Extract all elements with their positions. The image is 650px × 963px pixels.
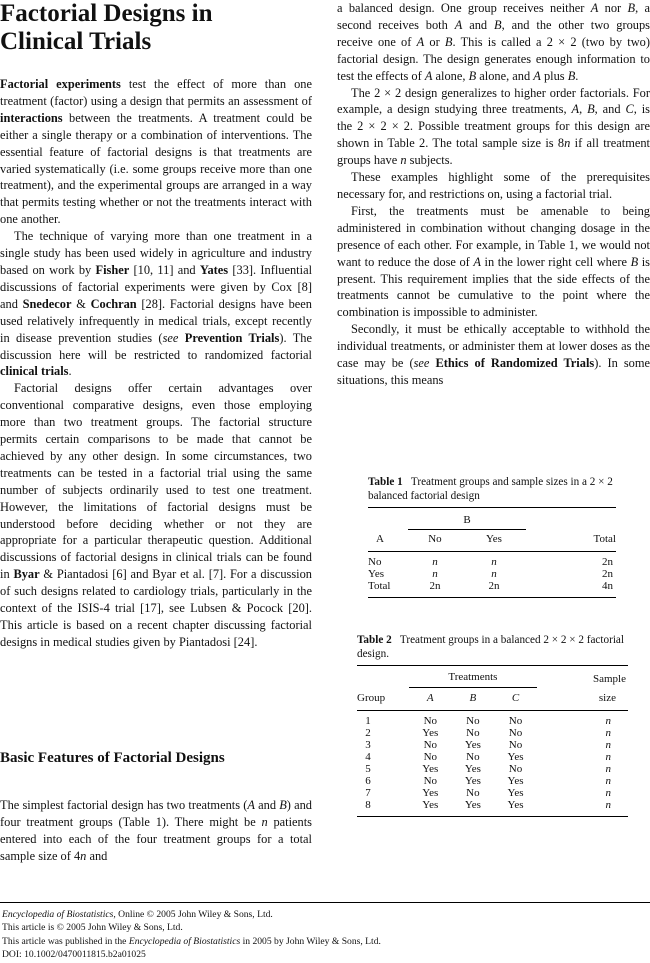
table-header: size (598, 691, 616, 704)
table-row: 1 No No No n (365, 715, 611, 727)
table-header: Total (593, 532, 616, 545)
paragraph: The technique of varying more than one treatment in a single study has been used widely in agriculture and industry based on work by Fisher [10, 11] and Yates [33]. Influential discussions of factorial experiments were given by Cox [8] and Snedecor & Cochran [28]. Factorial designs have been used relatively infrequently in medical trials, except recently in disease prevention studies (see Prevention Trials). The discussion here will be restricted to randomized factorial clinical trials. (0, 229, 313, 379)
paragraph: These examples highlight some of the prerequisites necessary for, and restrictions on, using a factorial trial. (337, 170, 650, 201)
doi[interactable]: DOI: 10.1002/0470011815.b2a01025 (2, 948, 146, 960)
footer-line: This article was published in the Encyclopedia of Biostatistics in 2005 by John Wiley & Sons, Ltd. (2, 935, 381, 947)
footer-line: This article is © 2005 John Wiley & Sons, Ltd. (2, 922, 183, 934)
table-row: 5 Yes Yes No n (365, 763, 611, 775)
paragraph: The simplest factorial design has two treatments (A and B) and four treatment groups (Table 1). There might be n patients entered into each of the four treatment groups for a total sample size of 4n and (0, 798, 313, 863)
table-header: Group (357, 691, 386, 704)
table-header: Yes (485, 533, 502, 545)
table-header: No (428, 533, 442, 545)
table-row: 8 Yes Yes Yes n (365, 799, 611, 811)
term-link[interactable]: Yates (199, 262, 229, 277)
table-row: 2 Yes No No n (365, 727, 611, 739)
term-link[interactable]: Cochran (90, 296, 137, 311)
table-1 (368, 475, 616, 598)
term-link[interactable]: clinical trials (0, 364, 69, 379)
paragraph: First, the treatments must be amenable to being administered in combination without changing dosage in the presence of each other. For example, in Table 1, we would not want to reduce the dose of A in the lower right cell where B is present. This requirement implies that the side effects of the treatments cannot be cumulative to the point where the combination is impossible to administer. (337, 203, 650, 320)
table-header: C (511, 692, 520, 704)
term-link[interactable]: Byar (13, 567, 40, 582)
table-2-grid (357, 665, 628, 817)
table-header: Sample (593, 673, 626, 686)
term-link[interactable]: Ethics of Randomized Trials (435, 356, 595, 371)
term-link[interactable]: Prevention Trials (184, 330, 280, 345)
article-title: Factorial Designs in Clinical Trials (0, 0, 213, 55)
table-header: B (469, 692, 477, 704)
table-row: 3 No Yes No n (365, 739, 611, 751)
table-2 (357, 633, 628, 817)
footer-line: Encyclopedia of Biostatistics, Online © 2005 John Wiley & Sons, Ltd. (2, 909, 273, 920)
term-link[interactable]: Snedecor (22, 296, 72, 311)
table-row: Total 2n 2n 4n (368, 580, 613, 592)
table-header: Treatments (409, 671, 537, 688)
paragraph: a balanced design. One group receives neither A nor B, a second receives both A and B, and the other two groups receive one of A or B. This is called a 2 × 2 (two by two) factorial design. The design generates enough information to test the effects of A alone, B alone, and A plus B. (337, 1, 650, 83)
term-link[interactable]: Factorial experiments (0, 77, 121, 91)
table-row: 7 Yes No Yes n (365, 787, 611, 799)
intro-text (0, 76, 312, 651)
section-text (0, 797, 312, 865)
table-row: 6 No Yes Yes n (365, 775, 611, 787)
paragraph: Secondly, it must be ethically acceptable to withhold the individual treatments, or administer them at lower doses as the case may be (see Ethics of Randomized Trials). In some situations, this means (337, 322, 650, 387)
right-text (337, 0, 650, 389)
table-2-body (357, 715, 628, 817)
term-link[interactable]: Fisher (95, 262, 130, 277)
table-header: B (408, 514, 526, 530)
table-1-grid (368, 507, 616, 598)
table-row: Yes n n 2n (368, 568, 613, 580)
section-heading: Basic Features of Factorial Designs (0, 750, 225, 766)
page-footer (0, 902, 650, 961)
table-row: No n n 2n (368, 556, 613, 568)
paragraph: The 2 × 2 design generalizes to higher order factorials. For example, a design studying three treatments, A, B, and C, is the 2 × 2 × 2. Possible treatment groups for this design are shown in Table 2. The total sample size is 8n if all treatment groups have n subjects. (337, 85, 650, 168)
paragraph: Factorial designs offer certain advantages over conventional comparative designs, even those employing more than two treatment groups. The factorial structure permits certain comparisons to be made that cannot be achieved by any other design. In some circumstances, two treatments can be tested in a factorial trial using the same number of subjects ordinarily used to test one treatment. However, the limitations of factorial designs must be understood before deciding whether or not they are appropriate for a particular therapeutic question. Additional discussions of factorial designs in clinical trials can be found in Byar & Piantadosi [6] and Byar et al. [7]. For a discussion of such designs related to cardiology trials, particularly in the context of the ISIS-4 trial [17], see Lubsen & Pocock [20]. This article is based on a recent chapter discussing factorial designs in medical studies given by Piantadosi [24]. (0, 381, 312, 649)
table-header: A (376, 532, 384, 545)
paragraph: Factorial experiments test the effect of more than one treatment (factor) using a design that permits an assessment of interactions between the treatments. A treatment could be either a single therapy or a combination of interventions. The essential feature of factorial designs is that treatments are varied systematically (i.e. some groups receive more than one treatment), and the experimental groups are arranged in a way that permits testing whether or not the treatments interact with one another. (0, 77, 312, 227)
table-1-caption: Table 1 Treatment groups and sample sizes in a 2 × 2 balanced factorial design (368, 476, 613, 502)
table-header: A (426, 692, 434, 704)
table-2-caption: Table 2 Treatment groups in a balanced 2 × 2 × 2 factorial design. (357, 634, 625, 660)
term-link[interactable]: interactions (0, 110, 63, 125)
table-row: 4 No No Yes n (365, 751, 611, 763)
